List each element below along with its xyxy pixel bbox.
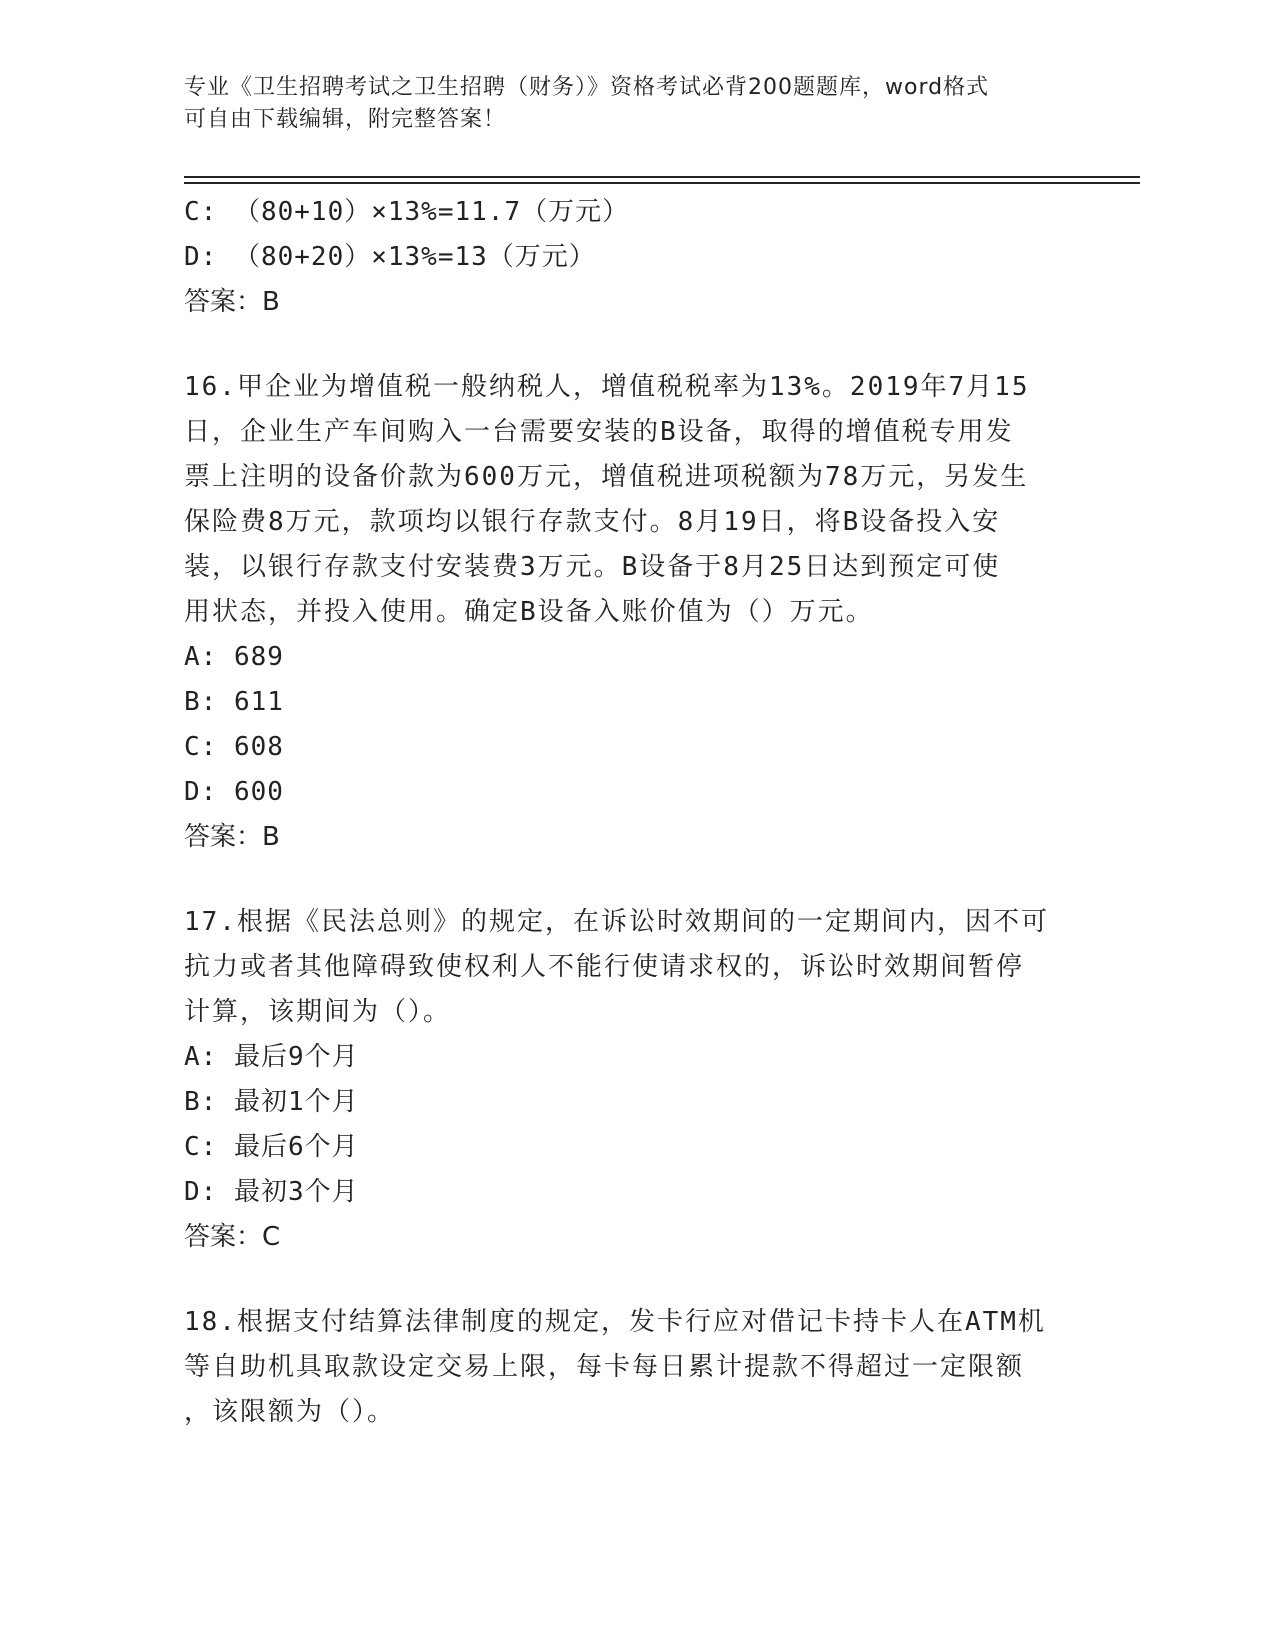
- option-b: B: 最初1个月: [184, 1087, 359, 1117]
- question-18: [184, 1300, 1074, 1435]
- stem-line: 装，以银行存款支付安装费3万元。B设备于8月25日达到预定可使: [184, 552, 1001, 582]
- stem-line: 计算，该期间为（）。: [184, 997, 452, 1027]
- question-stem: [184, 365, 1074, 635]
- option-d: D: 600: [184, 777, 284, 807]
- document-header: [184, 72, 1064, 136]
- option-d: D: 最初3个月: [184, 1177, 359, 1207]
- option-b: B: 611: [184, 687, 284, 717]
- stem-line: 用状态，并投入使用。确定B设备入账价值为（）万元。: [184, 597, 874, 627]
- stem-line: 16.甲企业为增值税一般纳税人，增值税税率为13%。2019年7月15: [184, 372, 1030, 402]
- option-c: C: （80+10）×13%=11.7（万元）: [184, 197, 630, 227]
- option-d: D: （80+20）×13%=13（万元）: [184, 242, 596, 272]
- stem-line: 票上注明的设备价款为600万元，增值税进项税额为78万元，另发生: [184, 462, 1029, 492]
- header-line-2: 可自由下载编辑，附完整答案！: [184, 107, 507, 132]
- answer: 答案：B: [184, 822, 280, 852]
- document-body: [184, 190, 1074, 1435]
- stem-line: ，该限额为（）。: [184, 1397, 396, 1427]
- stem-line: 等自助机具取款设定交易上限，每卡每日累计提款不得超过一定限额: [184, 1352, 1025, 1382]
- answer: 答案：B: [184, 287, 280, 317]
- stem-line: 日，企业生产车间购入一台需要安装的B设备，取得的增值税专用发: [184, 417, 1014, 447]
- question-17: [184, 900, 1074, 1260]
- header-divider-bottom: [184, 182, 1140, 184]
- option-a: A: 最后9个月: [184, 1042, 359, 1072]
- stem-line: 保险费8万元，款项均以银行存款支付。8月19日，将B设备投入安: [184, 507, 1001, 537]
- question-stem: [184, 900, 1074, 1035]
- option-c: C: 最后6个月: [184, 1132, 359, 1162]
- stem-line: 抗力或者其他障碍致使权利人不能行使请求权的，诉讼时效期间暂停: [184, 952, 1025, 982]
- option-c: C: 608: [184, 732, 284, 762]
- stem-line: 17.根据《民法总则》的规定，在诉讼时效期间的一定期间内，因不可: [184, 907, 1049, 937]
- question-stem: [184, 1300, 1074, 1435]
- question-16: [184, 365, 1074, 860]
- option-a: A: 689: [184, 642, 284, 672]
- answer: 答案：C: [184, 1222, 281, 1252]
- stem-line: 18.根据支付结算法律制度的规定，发卡行应对借记卡持卡人在ATM机: [184, 1307, 1046, 1337]
- header-line-1: 专业《卫生招聘考试之卫生招聘（财务）》资格考试必背200题题库，word格式: [184, 75, 990, 100]
- question-15-tail: [184, 190, 1074, 325]
- header-divider-top: [184, 176, 1140, 178]
